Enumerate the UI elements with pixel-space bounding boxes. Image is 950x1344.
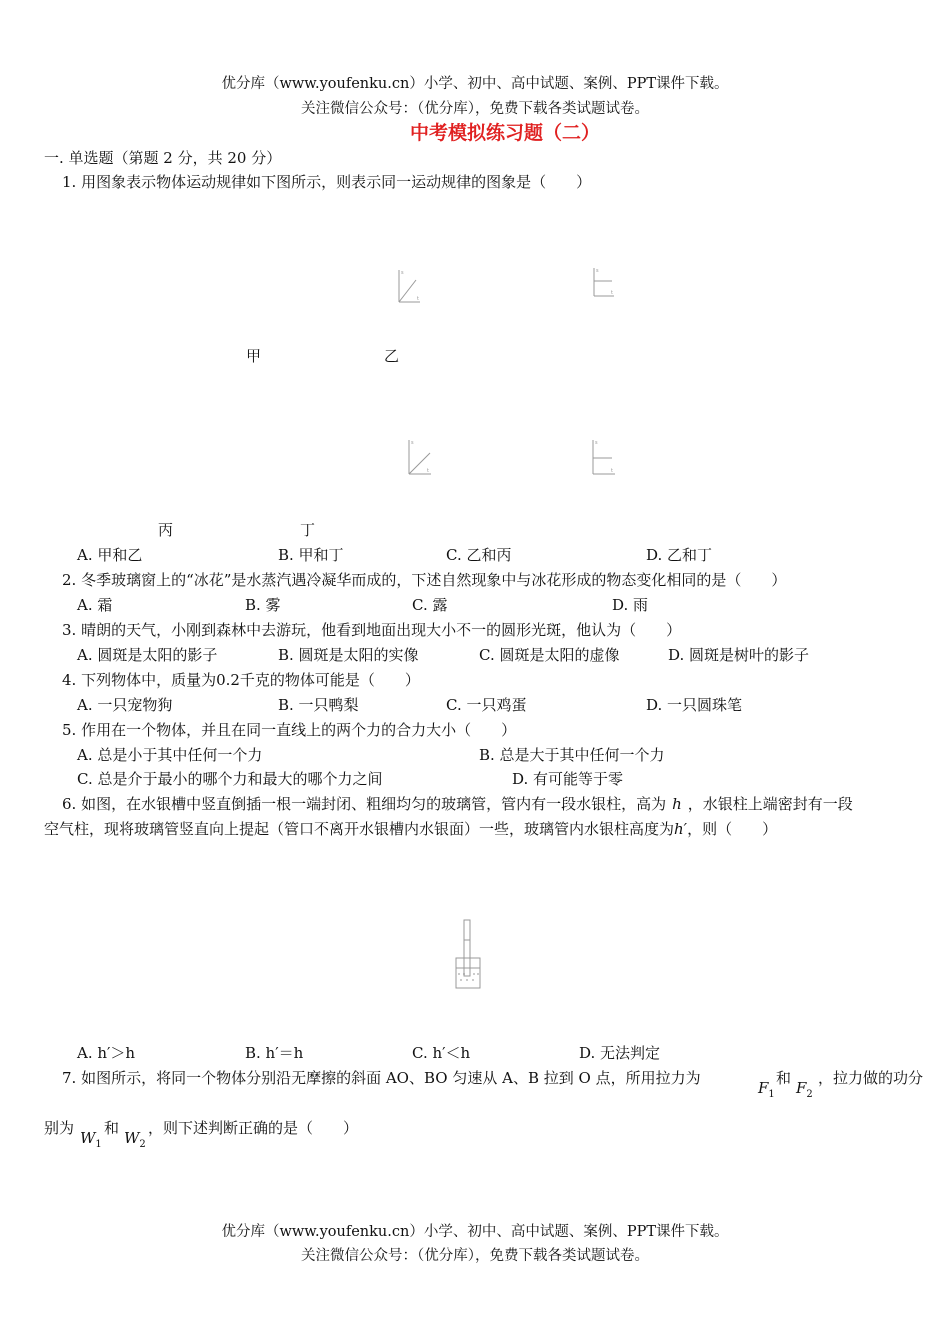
axis-label-x: t — [611, 468, 613, 474]
q7-stem-line-2-start: 别为 — [44, 1119, 75, 1137]
q5-option-b: B. 总是大于其中任何一个力 — [479, 746, 665, 764]
q6-option-c: C. h′＜h — [412, 1044, 471, 1062]
graph-jia — [396, 268, 420, 304]
q3-option-d: D. 圆斑是树叶的影子 — [668, 646, 810, 664]
q7-f2: $F_2$ — [796, 1079, 813, 1100]
mercury-trough-figure — [454, 918, 484, 990]
graph-bing — [406, 438, 432, 476]
q1-option-c: C. 乙和丙 — [446, 546, 512, 564]
page-title: 中考模拟练习题（二） — [409, 122, 600, 144]
q4-option-d: D. 一只圆珠笔 — [646, 696, 743, 714]
q6-option-d: D. 无法判定 — [579, 1044, 661, 1062]
q6-option-a: A. h′＞h — [77, 1044, 136, 1062]
q2-option-a: A. 霜 — [77, 596, 113, 614]
q1-option-d: D. 乙和丁 — [646, 546, 713, 564]
header-line-1: 优分库（www.youfenku.cn）小学、初中、高中试题、案例、PPT课件下载。 — [221, 76, 729, 92]
q7-stem-line-1-end: ，拉力做的功分 — [818, 1069, 924, 1087]
graph-yi — [592, 266, 616, 300]
q4-option-b: B. 一只鸭梨 — [278, 696, 359, 714]
q5-option-d: D. 有可能等于零 — [512, 770, 624, 788]
graph-label-yi: 乙 — [384, 347, 400, 365]
q7-stem-line-2-end: ，则下述判断正确的是（ ） — [148, 1119, 359, 1137]
graph-label-jia: 甲 — [246, 347, 262, 365]
q1-stem: 1. 用图象表示物体运动规律如下图所示，则表示同一运动规律的图象是（ ） — [62, 173, 592, 191]
axis-label-y: s — [411, 440, 414, 446]
axis-label-x: t — [417, 296, 419, 302]
footer-line-2: 关注微信公众号：（优分库），免费下载各类试题试卷。 — [301, 1248, 649, 1264]
q1-option-a: A. 甲和乙 — [77, 546, 143, 564]
axis-label-y: s — [596, 268, 599, 274]
q7-and-1: 和 — [776, 1069, 792, 1087]
q4-option-a: A. 一只宠物狗 — [77, 696, 173, 714]
graph-label-bing: 丙 — [158, 521, 174, 539]
axis-label-x: t — [427, 468, 429, 474]
q5-option-c: C. 总是介于最小的哪个力和最大的哪个力之间 — [77, 770, 383, 788]
q4-option-c: C. 一只鸡蛋 — [446, 696, 527, 714]
q3-stem: 3. 晴朗的天气，小刚到森林中去游玩，他看到地面出现大小不一的圆形光斑，他认为（ ） — [62, 621, 682, 639]
section-heading: 一. 单选题（第题 2 分，共 20 分） — [44, 149, 282, 167]
q7-w2: $W_2$ — [124, 1129, 146, 1150]
header-line-2: 关注微信公众号：（优分库），免费下载各类试题试卷。 — [301, 101, 649, 117]
axis-label-y: s — [595, 440, 598, 446]
q3-option-a: A. 圆斑是太阳的影子 — [77, 646, 218, 664]
q6-option-b: B. h′＝h — [245, 1044, 304, 1062]
q6-stem-line-1: 6. 如图，在水银槽中竖直倒插一根一端封闭、粗细均匀的玻璃管，管内有一段水银柱，高为 h ，水银柱上端密封有一段 — [62, 795, 853, 813]
q1-option-b: B. 甲和丁 — [278, 546, 344, 564]
q5-option-a: A. 总是小于其中任何一个力 — [77, 746, 263, 764]
q6-stem-line-2: 空气柱，现将玻璃管竖直向上提起（管口不离开水银槽内水银面）一些，玻璃管内水银柱高度为h′，则（ ） — [44, 820, 778, 838]
q7-w1: $W_1$ — [80, 1129, 102, 1150]
graph-label-ding: 丁 — [300, 521, 316, 539]
q2-option-b: B. 雾 — [245, 596, 281, 614]
q2-option-d: D. 雨 — [612, 596, 649, 614]
q3-option-b: B. 圆斑是太阳的实像 — [278, 646, 419, 664]
q4-stem: 4. 下列物体中，质量为0.2千克的物体可能是（ ） — [62, 671, 420, 689]
q5-stem: 5. 作用在一个物体，并且在同一直线上的两个力的合力大小（ ） — [62, 721, 517, 739]
footer-line-1: 优分库（www.youfenku.cn）小学、初中、高中试题、案例、PPT课件下载。 — [221, 1224, 729, 1240]
q3-option-c: C. 圆斑是太阳的虚像 — [479, 646, 620, 664]
axis-label-y: s — [401, 270, 404, 276]
axis-label-x: t — [611, 290, 613, 296]
q7-stem-line-1: 7. 如图所示，将同一个物体分别沿无摩擦的斜面 AO、BO 匀速从 A、B 拉到 O 点，所用拉力为 — [62, 1069, 701, 1087]
graph-ding — [590, 438, 616, 476]
q7-f1: $F_1$ — [758, 1079, 775, 1100]
q2-option-c: C. 露 — [412, 596, 448, 614]
q2-stem: 2. 冬季玻璃窗上的“冰花”是水蒸汽遇冷凝华而成的，下述自然现象中与冰花形成的物态变化相同的是（ ） — [62, 571, 787, 589]
q7-and-2: 和 — [104, 1119, 120, 1137]
